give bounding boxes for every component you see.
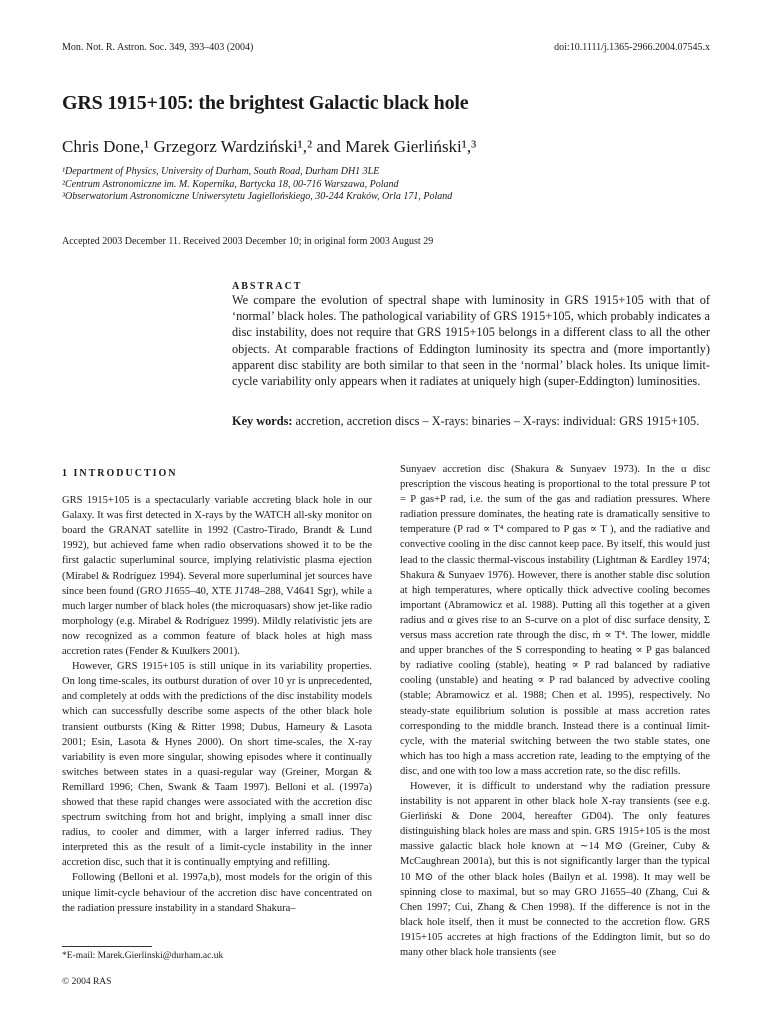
doi-link[interactable]: doi:10.1111/j.1365-2966.2004.07545.x (554, 42, 710, 53)
affiliation-2: ²Centrum Astronomiczne im. M. Kopernika, Bartycka 18, 00-716 Warszawa, Poland (62, 179, 399, 190)
affiliation-3: ³Obserwatorium Astronomiczne Uniwersytetu Jagiellońskiego, 30-244 Kraków, Orla 171, Poland (62, 191, 453, 202)
paragraph: Sunyaev accretion disc (Shakura & Sunyaev 1973). In the α disc prescription the viscous heating is proportional to the total pressure P tot = P gas+P rad, i.e. the sum of the gas and radiation pressures. Where radiation pressure dominates, the heating rate is dramatically sensitive to temperature (P rad ∝ T⁴ compared to P gas ∝ T ), and the radiative and convective cooling in the disc cannot keep pace. By itself, this would just lead to the classic thermal-viscous instability (Lightman & Eardley 1974; Shakura & Sunyaev 1976). However, there is another stable disc solution at high temperatures, where optically thick advective cooling becomes important (Abramowicz et al. 1988). Putting all this together at a given radius and α gives rise to an S-curve on a plot of disc surface density, Σ versus mass accretion rate through the disc, ṁ ∝ T⁴. The lower, middle and upper branches of the S corresponding to heating ∝ P gas balanced by radiative cooling (stable), heating ∝ P rad balanced by radiative cooling (unstable) and heating ∝ P rad balanced by advective cooling (stable; Abramowicz et al. 1988; Chen et al. 1995), respectively. No steady-state equilibrium solution is possible at mass accretion rates corresponding to the middle branch. Instead there is a continual limit-cycle, with the material switching between the two stable states, one which has too high a mass accretion rate, leading to the emptying of the disc, and one with too low a mass accretion rate, so the disc refills. (400, 464, 710, 777)
abstract-heading: ABSTRACT (232, 281, 303, 292)
submission-dates: Accepted 2003 December 11. Received 2003 December 10; in original form 2003 August 29 (62, 236, 434, 247)
paragraph: Following (Belloni et al. 1997a,b), most models for the origin of this unique limit-cycle behaviour of the accretion disc have concentrated on the radiation pressure instability in a standard Shakura– (62, 872, 372, 914)
affiliation-1: ¹Department of Physics, University of Durham, South Road, Durham DH1 3LE (62, 166, 380, 177)
footnote-divider (62, 946, 152, 947)
paragraph: GRS 1915+105 is a spectacularly variable accreting black hole in our Galaxy. It was first detected in X-rays by the WATCH all-sky monitor on board the GRANAT satellite in 1992 (Castro-Tirado, Brandt & Lund 1992), but achieved fame when radio observations showed it to be the first galactic superluminal source, implying relativistic plasma ejection (Mirabel & Rodríguez 1994). Several more superluminal jet sources have since been found (GRO J1655–40, XTE J1748–288, V4641 Sgr), while a much larger number of black holes (the microquasars) show jet-like radio morphology (e.g. Mirabel & Rodríguez 1999). Mildly relativistic jets are now recognized as a common feature of black holes at high mass accretion rates (Fender & Kuulkers 2001). (62, 495, 372, 658)
abstract-body: We compare the evolution of spectral shape with luminosity in GRS 1915+105 with that of ‘normal’ black holes. The pathological variability of GRS 1915+105, which probably indicates a disc instability, does not require that GRS 1915+105 belongs in a different class to all the other objects. At comparable fractions of Eddington luminosity its spectra and (more importantly) apparent disc stability are both similar to that seen in the ‘normal’ black holes. Its unique limit-cycle variability only appears when it radiates at uniquely high (super-Eddington) luminosities. (232, 293, 710, 389)
section-heading: 1 INTRODUCTION (62, 468, 178, 479)
keywords (232, 414, 712, 429)
copyright: © 2004 RAS (62, 977, 112, 987)
journal-citation: Mon. Not. R. Astron. Soc. 349, 393–403 (2004) (62, 42, 254, 53)
left-column (62, 462, 372, 916)
paragraph: However, GRS 1915+105 is still unique in its variability properties. On long time-scales, its outburst duration of over 10 yr is unprecedented, and completely at odds with the predictions of the disc instability models which can successfully describe some aspects of the other black hole transient outbursts (King & Ritter 1998; Dubus, Hameury & Lasota 2001; Esin, Lasota & Hynes 2000). On short time-scales, the X-ray variability is even more singular, showing episodes where it continually switches between states in a quasi-regular way (Greiner, Morgan & Remillard 1996; Chen, Swank & Taam 1997). Belloni et al. (1997a) showed that these rapid changes were associated with the accretion disc spectrum switching from hot and bright, implying a small inner disc radius, to cooler and dimmer, with a larger inferred radius. They interpreted this as the result of a limit-cycle instability in the inner accretion disc, such that it is continually emptying and refilling. (62, 661, 372, 869)
right-column (400, 462, 710, 960)
author-list: Chris Done,¹ Grzegorz Wardziński¹,² and Marek Gierliński¹,³ (62, 137, 477, 156)
paragraph: However, it is difficult to understand why the radiation pressure instability is not apparent in other black hole X-ray transients (see e.g. Gierliński & Done 2004, hereafter GD04). The only features distinguishing black holes are mass and spin. GRS 1915+105 is the most massive galactic black hole known at ∼14 M⊙ (Greiner, Cuby & McCaughrean 2001a), but this is not significantly larger than the typical 10 M⊙ of the other black holes (Bailyn et al. 1998). It may well be spinning close to maximal, but so may GRO J1655–40 (Zhang, Cui & Chen 1997; Cui, Zhang & Chen 1998). If the difference is not in the black hole itself, then it must be connected to the accretion flow. GRS 1915+105 accretes at high fractions of the Eddington limit, but so do many other black hole transients (see (400, 780, 710, 958)
paper-title: GRS 1915+105: the brightest Galactic black hole (62, 92, 469, 114)
footnote-email: *E-mail: Marek.Gierlinski@durham.ac.uk (62, 951, 224, 961)
keywords-list: accretion, accretion discs – X-rays: binaries – X-rays: individual: GRS 1915+105. (292, 414, 700, 428)
keywords-label: Key words: (232, 414, 293, 428)
